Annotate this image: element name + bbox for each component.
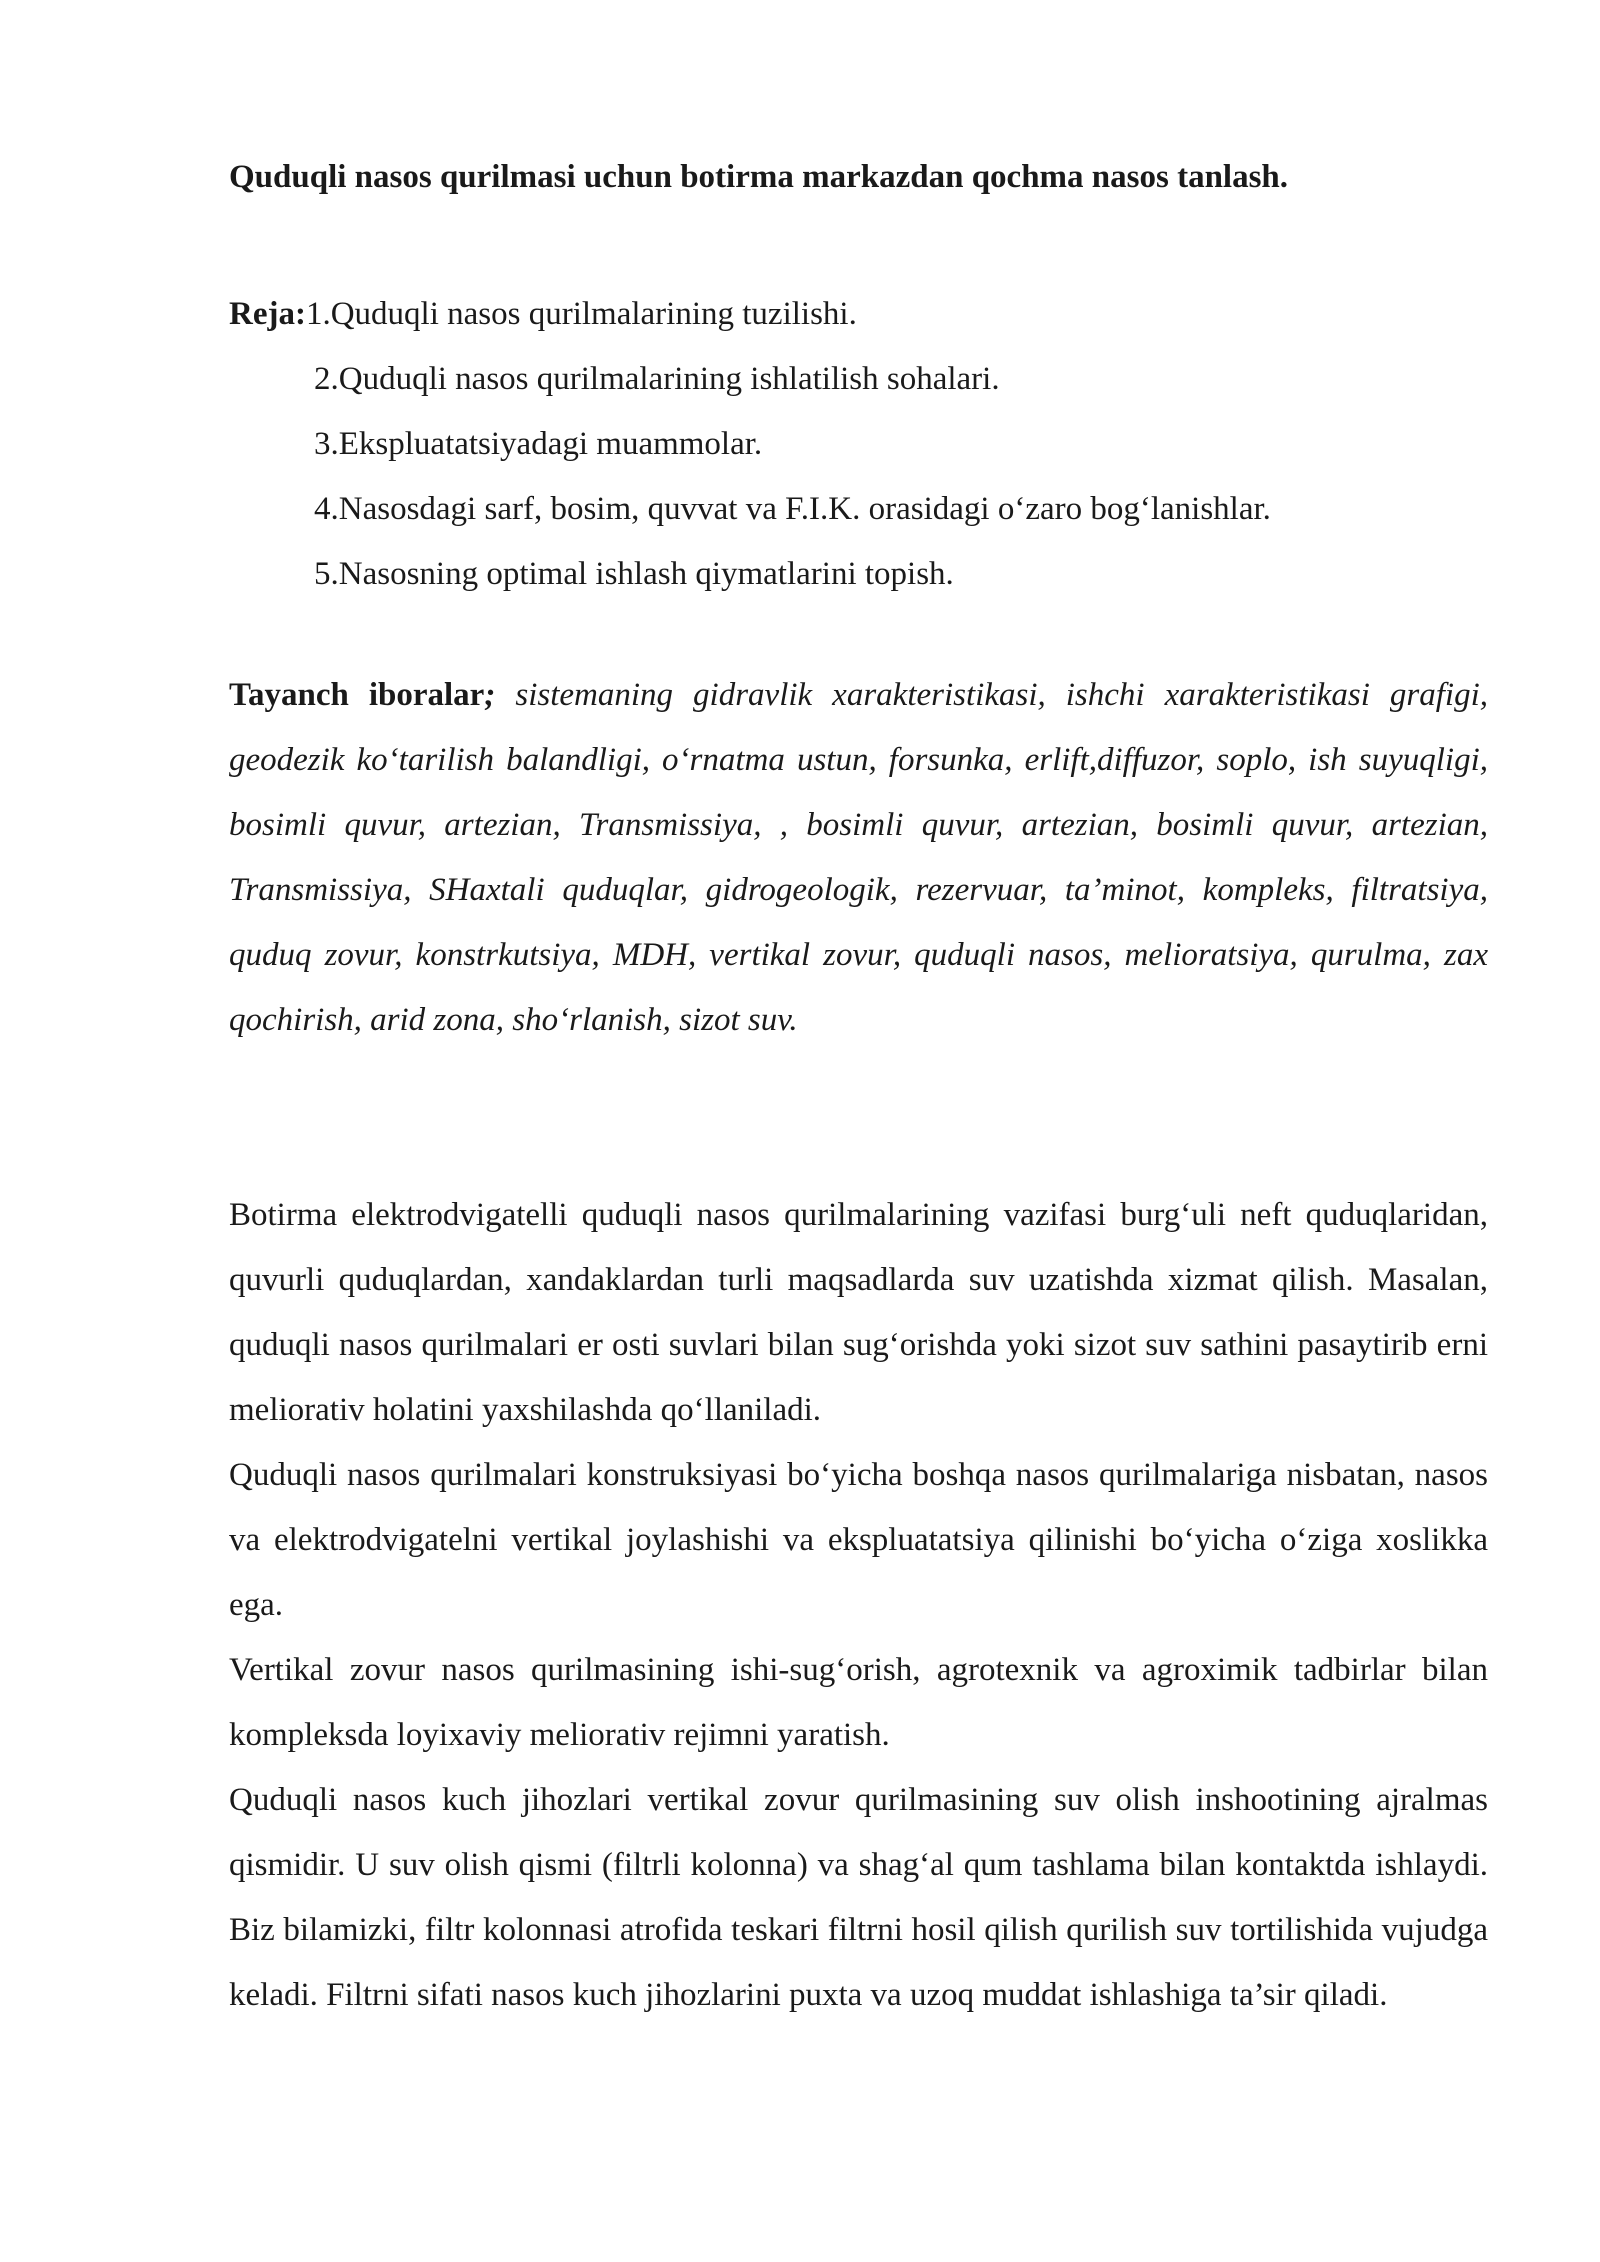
body-paragraph: Botirma elektrodvigatelli quduqli nasos qurilmalarining vazifasi burg‘uli neft quduqlaridan, quvurli quduqlardan, xandaklardan turli maqsadlarda suv uzatishda xizmat qilish. Masalan, quduqli nasos qurilmalari er osti suvlari bilan sug‘orishda yoki sizot suv sathini pasaytirib erni meliorativ holatini yaxshilashda qo‘llaniladi. xyxy=(229,1197,1488,1428)
plan-label: Reja: xyxy=(229,296,306,332)
plan-item-text: 1.Quduqli nasos qurilmalarining tuzilishi. xyxy=(305,296,857,332)
keywords-text: sistemaning gidravlik xarakteristikasi, ishchi xarakteristikasi grafigi, geodezik ko‘tarilish balandligi, o‘rnatma ustun, forsunka, erlift,diffuzor, soplo, ish suyuqligi, bosimli quvur, artezian, Transmissiya, , bosimli quvur, artezian, bosimli quvur, artezian, Transmissiya, SHaxtali quduqlar, gidrogeologik, rezervuar, ta’minot, kompleks, filtratsiya, quduq zovur, konstrkutsiya, MDH, vertikal zovur, quduqli nasos, melioratsiya, qurulma, zax qochirish, arid zona, sho‘rlanish, sizot suv. xyxy=(229,677,1488,1038)
plan-item-text: 3.Ekspluatatsiyadagi muammolar. xyxy=(314,426,763,462)
plan-item xyxy=(229,347,1489,412)
plan-item-text: 2.Quduqli nasos qurilmalarining ishlatilish sohalari. xyxy=(314,361,1000,397)
body-paragraph: Vertikal zovur nasos qurilmasining ishi-sug‘orish, agrotexnik va agroximik tadbirlar bilan kompleksda loyixaviy meliorativ rejimni yaratish. xyxy=(229,1652,1488,1753)
body-text xyxy=(229,1183,1488,2028)
plan-item xyxy=(229,477,1489,542)
keywords-label: Tayanch iboralar xyxy=(229,677,485,713)
plan-list xyxy=(229,282,1489,607)
body-paragraph: Quduqli nasos kuch jihozlari vertikal zovur qurilmasining suv olish inshootining ajralmas qismidir. U suv olish qismi (filtrli kolonna) va shag‘al qum tashlama bilan kontaktda ishlaydi. Biz bilamizki, filtr kolonnasi atrofida teskari filtrni hosil qilish qurilish suv tortilishida vujudga keladi. Filtrni sifati nasos kuch jihozlarini puxta va uzoq muddat ishlashiga ta’sir qiladi. xyxy=(229,1782,1488,2013)
keywords-paragraph xyxy=(229,663,1488,1053)
plan-item-text: 5.Nasosning optimal ishlash qiymatlarini topish. xyxy=(314,556,954,592)
document-title: Quduqli nasos qurilmasi uchun botirma markazdan qochma nasos tanlash. xyxy=(229,159,1289,195)
plan-item xyxy=(229,282,1489,347)
plan-item xyxy=(229,542,1489,607)
plan-item xyxy=(229,412,1489,477)
keywords-separator: ; xyxy=(484,677,496,713)
plan-item-text: 4.Nasosdagi sarf, bosim, quvvat va F.I.K. orasidagi o‘zaro bog‘lanishlar. xyxy=(314,491,1271,527)
body-paragraph: Quduqli nasos qurilmalari konstruksiyasi bo‘yicha boshqa nasos qurilmalariga nisbatan, nasos va elektrodvigatelni vertikal joylashishi va ekspluatatsiya qilinishi bo‘yicha o‘ziga xoslikka ega. xyxy=(229,1457,1488,1623)
